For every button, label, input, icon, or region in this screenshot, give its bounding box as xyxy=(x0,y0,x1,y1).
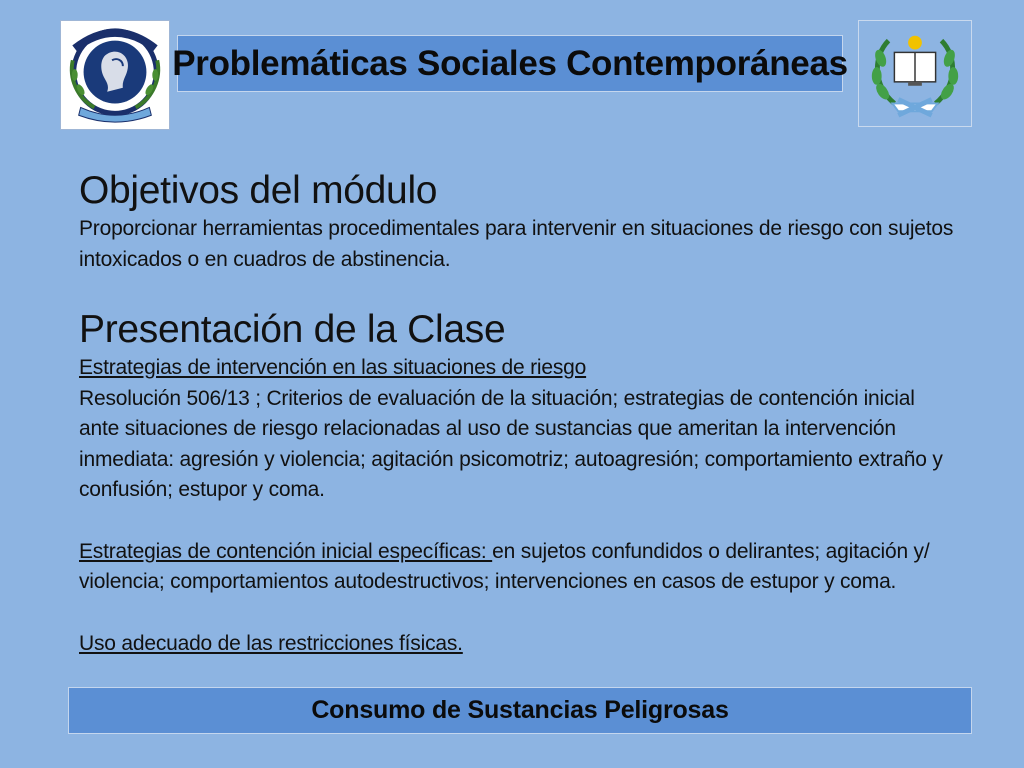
especificas-text: en sujetos confundidos o delirantes; agitación y/ violencia; comportamientos autodestructivos; intervenciones en casos de estupor y coma. xyxy=(79,539,930,593)
course-title: Problemáticas Sociales Contemporáneas xyxy=(172,43,848,83)
restricciones-text: Uso adecuado de las restricciones físicas. xyxy=(79,631,463,655)
footer-banner xyxy=(68,687,972,734)
especificas-label: Estrategias de contención inicial específicas: xyxy=(79,539,493,563)
presentacion-subheading: Estrategias de intervención en las situaciones de riesgo xyxy=(79,356,587,379)
objetivos-text: Proporcionar herramientas procedimentales para intervenir en situaciones de riesgo con sujetos intoxicados o en cuadros de abstinencia. xyxy=(79,217,954,271)
footer-title: Consumo de Sustancias Peligrosas xyxy=(311,696,729,724)
objetivos-heading: Objetivos del módulo xyxy=(79,169,438,212)
presentacion-heading: Presentación de la Clase xyxy=(79,308,506,351)
institute-seal-icon xyxy=(61,21,169,129)
course-title-banner xyxy=(172,35,848,92)
crest-logo xyxy=(858,20,972,127)
slide-content xyxy=(79,168,959,659)
open-book-laurel-icon xyxy=(859,21,971,126)
institute-logo xyxy=(60,20,170,130)
presentacion-text: Resolución 506/13 ; Criterios de evaluación de la situación; estrategias de contención inicial ante situaciones de riesgo relacionadas al uso de sustancias que ameritan la intervención inmediata: agresión y violencia; agitación psicomotriz; autoagresión; comportamiento extraño y confusión; estupor y coma. xyxy=(79,386,943,501)
especificas-paragraph xyxy=(79,537,959,598)
